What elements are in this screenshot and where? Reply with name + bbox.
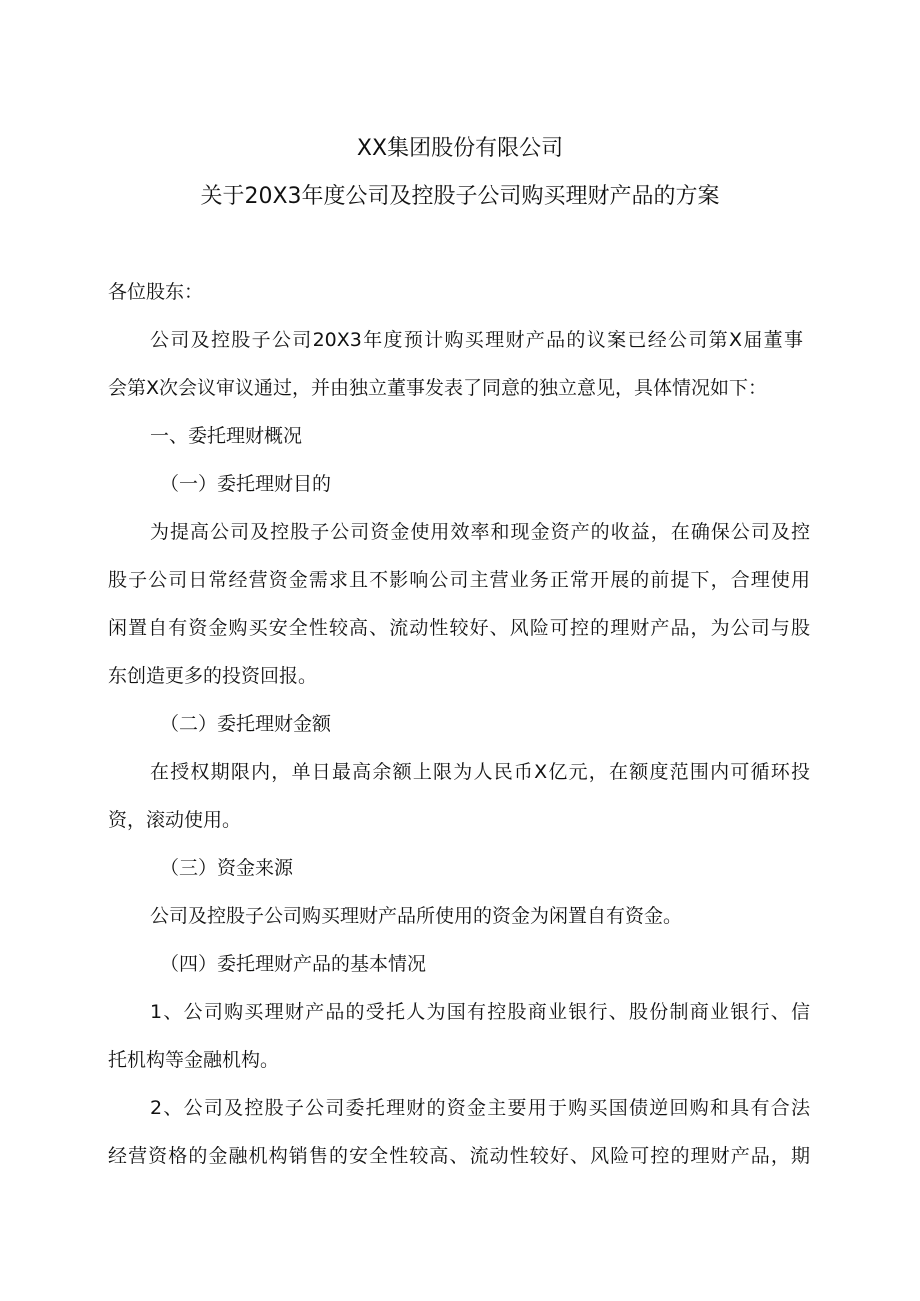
proposal-title: 关于20X3年度公司及控股子公司购买理财产品的方案 [200, 184, 720, 209]
sub1-line-1: 为提高公司及控股子公司资金使用效率和现金资产的收益，在确保公司及控 [150, 521, 810, 543]
sub4-item-1-line-1: 1、公司购买理财产品的受托人为国有控股商业银行、股份制商业银行、信 [150, 1001, 810, 1023]
subsection-4-heading: （四）委托理财产品的基本情况 [160, 953, 427, 975]
section-1-heading: 一、委托理财概况 [150, 425, 303, 447]
sub2-line-2: 资，滚动使用。 [108, 809, 242, 831]
sub1-line-3: 闲置自有资金购买安全性较高、流动性较好、风险可控的理财产品，为公司与股 [108, 617, 810, 639]
sub4-item-1-line-2: 托机构等金融机构。 [108, 1049, 280, 1071]
company-title: XX集团股份有限公司 [356, 136, 564, 161]
subsection-2-heading: （二）委托理财金额 [160, 713, 332, 735]
sub1-line-4: 东创造更多的投资回报。 [108, 665, 318, 687]
intro-line-2: 会第X次会议审议通过，并由独立董事发表了同意的独立意见，具体情况如下： [108, 377, 768, 399]
salutation: 各位股东： [108, 281, 204, 303]
sub2-line-1: 在授权期限内，单日最高余额上限为人民币X亿元，在额度范围内可循环投 [150, 761, 810, 783]
subsection-3-heading: （三）资金来源 [160, 857, 294, 879]
sub4-item-2-line-1: 2、公司及控股子公司委托理财的资金主要用于购买国债逆回购和具有合法 [150, 1097, 810, 1119]
sub4-item-2-line-2: 经营资格的金融机构销售的安全性较高、流动性较好、风险可控的理财产品，期 [108, 1145, 810, 1167]
sub1-line-2: 股子公司日常经营资金需求且不影响公司主营业务正常开展的前提下，合理使用 [108, 569, 810, 591]
sub3-line-1: 公司及控股子公司购买理财产品所使用的资金为闲置自有资金。 [150, 905, 683, 927]
subsection-1-heading: （一）委托理财目的 [160, 473, 332, 495]
intro-line-1: 公司及控股子公司20X3年度预计购买理财产品的议案已经公司第X届董事 [150, 329, 803, 351]
